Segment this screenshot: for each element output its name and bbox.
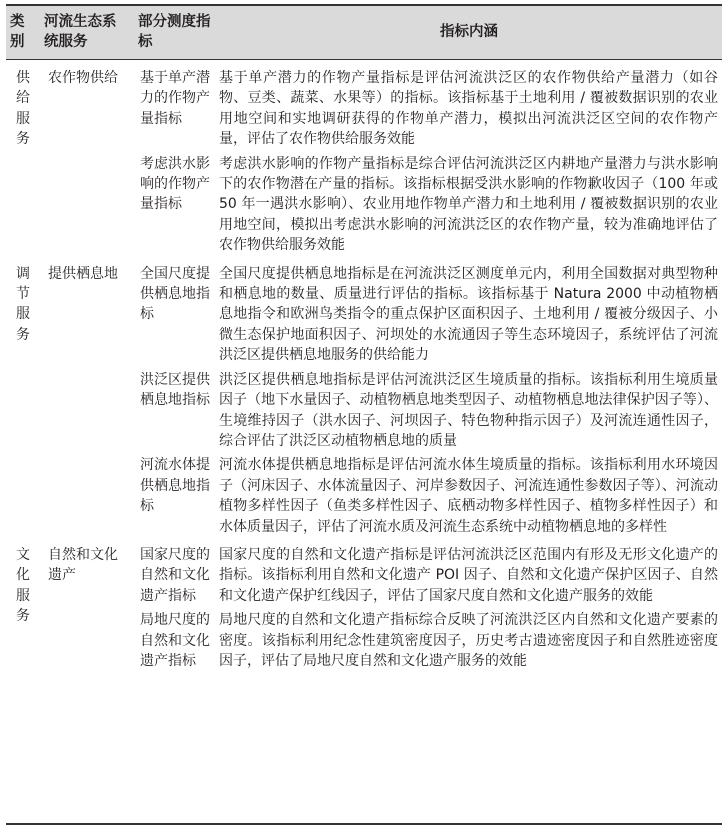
service-cell: 自然和文化遗产 — [48, 546, 118, 584]
meaning-cell: 考虑洪水影响的作物产量指标是综合评估河流洪泛区内耕地产量潜力与洪水影响下的农作物潜在产量的指标。该指标根据受洪水影响的作物歉收因子（100 年或 50 年一遇洪水影响）、农业用地作物单产潜力和土地利用 / 覆被数据识别的农业用地空间，模拟出考虑洪水影响的河流洪泛区的农作物产量，较为准确地评估了农作物供给服务效能 — [219, 155, 718, 254]
category-char: 服 — [16, 587, 30, 604]
category-char: 服 — [16, 110, 30, 127]
indicator-cell: 河流水体提供栖息地指标 — [140, 457, 210, 515]
category-char: 文 — [16, 546, 30, 563]
header-category-char: 类 — [10, 14, 25, 30]
category-char: 供 — [16, 70, 30, 86]
indicator-cell: 全国尺度提供栖息地指标 — [140, 265, 210, 323]
table-bottom-rule — [6, 823, 722, 825]
indicator-cell: 局地尺度的自然和文化遗产指标 — [140, 612, 210, 669]
meaning-cell: 局地尺度的自然和文化遗产指标综合反映了河流洪泛区内自然和文化遗产要素的密度。该指标利用纪念性建筑密度因子，历史考古遗迹密度因子和自然胜迹密度因子，评估了局地尺度自然和文化遗产服务的效能 — [219, 612, 718, 669]
category-cell-cultural — [6, 537, 40, 673]
category-char: 节 — [16, 286, 30, 303]
meaning-cell: 河流水体提供栖息地指标是评估河流水体生境质量的指标。该指标利用水环境因子（河床因子、水体流量因子、河岸参数因子、河流连通性参数因子等）、河流动植物多样性因子（鱼类多样性因子、底栖动物多样性因子、植物多样性因子）和水体质量因子，评估了河流水质及河流生态系统中动植物栖息地的多样性 — [219, 457, 718, 535]
ecosystem-services-table — [6, 4, 722, 673]
header-category-char: 别 — [10, 34, 25, 50]
service-cell: 农作物供给 — [48, 70, 118, 86]
meaning-cell: 洪泛区提供栖息地指标是评估河流洪泛区生境质量的指标。该指标利用生境质量因子（地下水量因子、动植物栖息地类型因子、动植物栖息地法律保护因子等）、生境维持因子（洪水因子、河坝因子、特色物种指示因子）及河流连通性因子，综合评估了洪泛区动植物栖息地的质量 — [219, 371, 718, 449]
table-row — [6, 256, 722, 366]
category-char: 给 — [16, 90, 30, 107]
header-service: 河流生态系统服务 — [40, 5, 134, 60]
indicator-cell: 国家尺度的自然和文化遗产指标 — [140, 546, 210, 604]
indicator-cell: 考虑洪水影响的作物产量指标 — [140, 155, 210, 213]
table-row — [6, 537, 722, 606]
meaning-cell: 基于单产潜力的作物产量指标是评估河流洪泛区的农作物供给产量潜力（如谷物、豆类、蔬菜、水果等）的指标。该指标基于土地利用 / 覆被数据识别的农业用地空间和实地调研获得的作物单产潜力，模拟出河流洪泛区空间的农作物产量，评估了农作物供给服务效能 — [219, 70, 718, 148]
meaning-cell: 国家尺度的自然和文化遗产指标是评估河流洪泛区范围内有形及无形文化遗产的指标。该指标利用自然和文化遗产 POI 因子、自然和文化遗产保护区因子、自然和文化遗产保护红线因子，评估了国家尺度自然和文化遗产服务的效能 — [219, 546, 718, 604]
header-indicator: 部分测度指标 — [134, 5, 216, 60]
category-char: 化 — [16, 567, 30, 584]
category-char: 调 — [16, 265, 30, 282]
indicator-cell: 洪泛区提供栖息地指标 — [140, 371, 210, 409]
table-header-row — [6, 5, 722, 60]
category-cell-regulating — [6, 256, 40, 537]
category-char: 务 — [16, 326, 30, 343]
table-row — [6, 60, 722, 150]
indicator-cell: 基于单产潜力的作物产量指标 — [140, 70, 210, 127]
header-category — [6, 5, 40, 60]
category-char: 务 — [16, 608, 30, 625]
header-meaning: 指标内涵 — [216, 5, 722, 60]
category-cell-provisioning — [6, 60, 40, 256]
category-char: 服 — [16, 306, 30, 323]
meaning-cell: 全国尺度提供栖息地指标是在河流洪泛区测度单元内，利用全国数据对典型物种和栖息地的数量、质量进行评估的指标。该指标基于 Natura 2000 中动植物栖息地指令和欧洲鸟类指令的重点保护区面积因子、土地利用 / 覆被分级因子、小微生态保护地面积因子、河坝处的水流通因子等生态环境因子，系统评估了河流洪泛区提供栖息地服务的供给能力 — [219, 265, 718, 364]
category-char: 务 — [16, 131, 30, 148]
service-cell: 提供栖息地 — [48, 265, 118, 282]
